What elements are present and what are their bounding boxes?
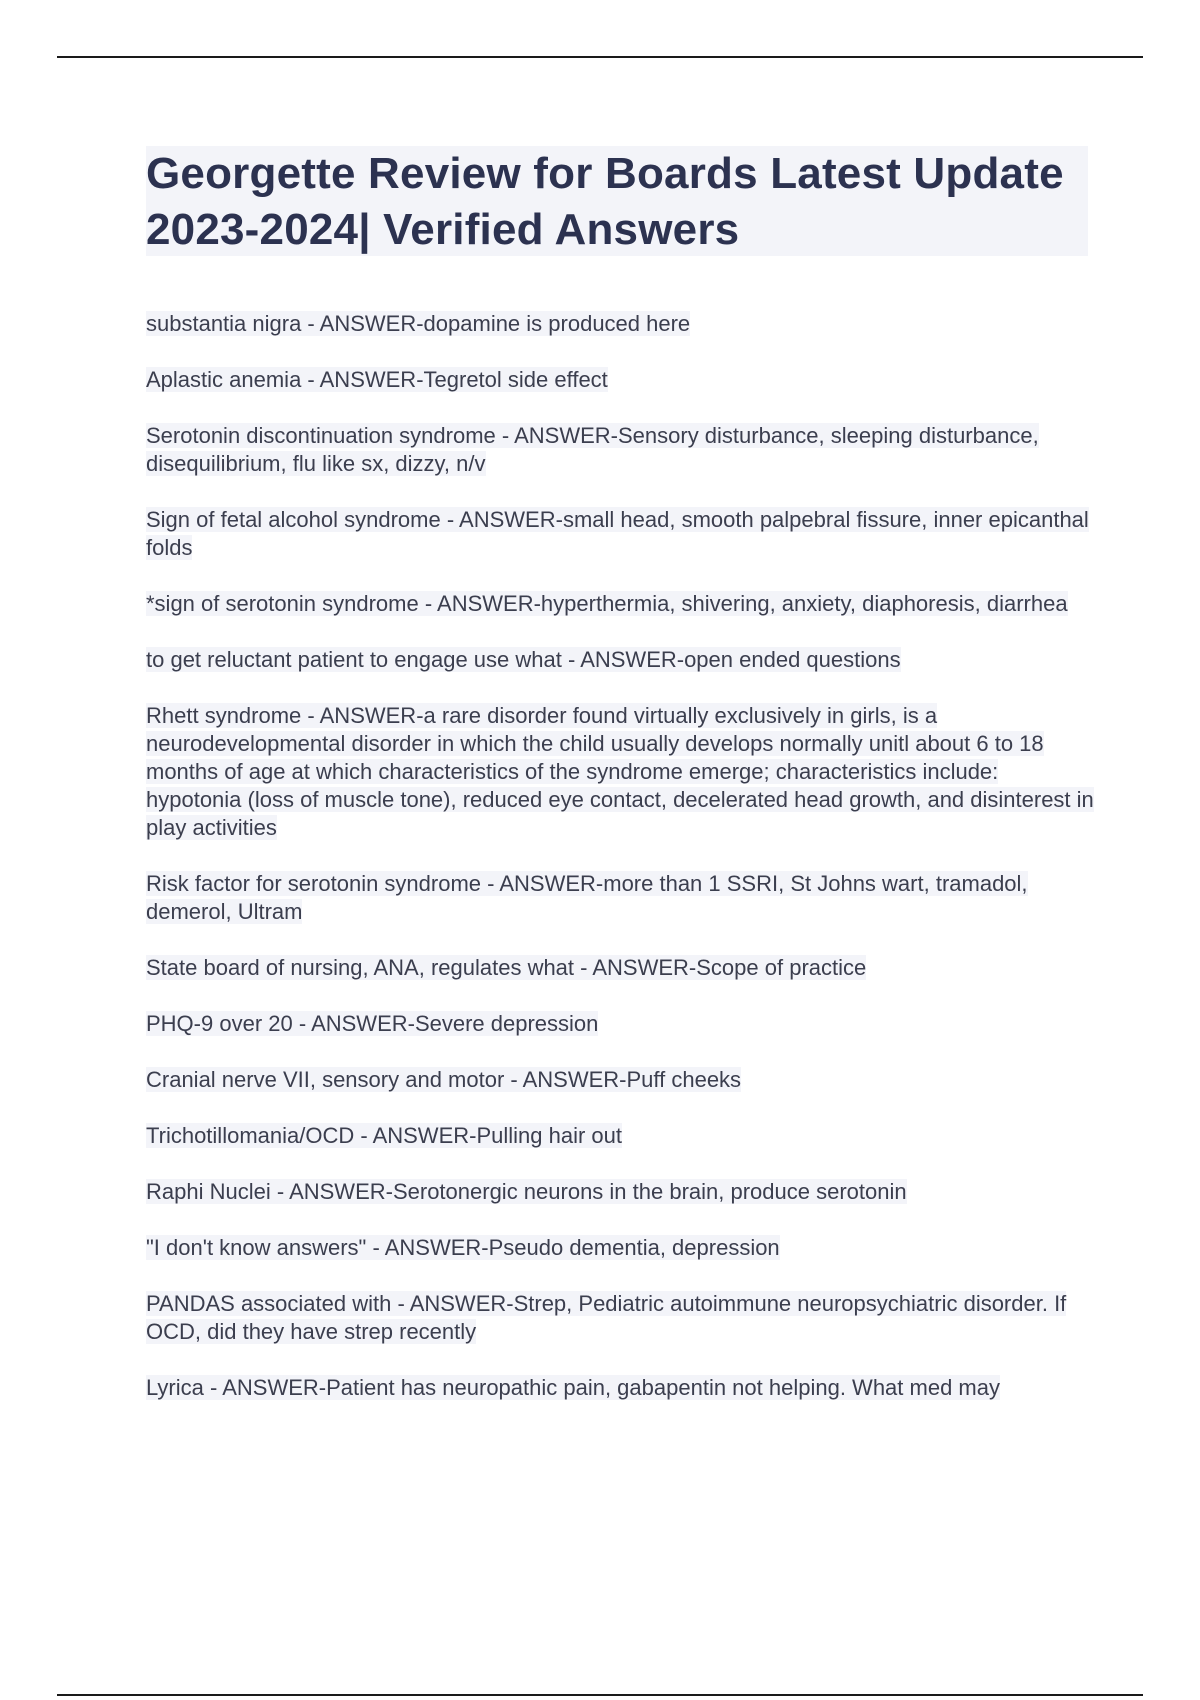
qa-item xyxy=(146,422,1096,478)
qa-text: to get reluctant patient to engage use what - ANSWER-open ended questions xyxy=(146,647,901,672)
page-title: Georgette Review for Boards Latest Update 2023-2024| Verified Answers xyxy=(146,149,1064,254)
qa-text: Trichotillomania/OCD - ANSWER-Pulling hair out xyxy=(146,1123,622,1148)
footer-rule xyxy=(57,1694,1143,1696)
qa-text: PHQ-9 over 20 - ANSWER-Severe depression xyxy=(146,1011,599,1036)
qa-item xyxy=(146,702,1096,842)
qa-item xyxy=(146,954,1096,982)
qa-list xyxy=(146,310,1096,1430)
header-rule xyxy=(57,56,1143,58)
qa-item xyxy=(146,366,1096,394)
qa-item xyxy=(146,1178,1096,1206)
qa-text: Risk factor for serotonin syndrome - ANSWER-more than 1 SSRI, St Johns wart, tramadol, demerol, Ultram xyxy=(146,871,1028,924)
qa-item xyxy=(146,310,1096,338)
qa-item xyxy=(146,646,1096,674)
qa-item xyxy=(146,1122,1096,1150)
qa-text: Sign of fetal alcohol syndrome - ANSWER-small head, smooth palpebral fissure, inner epicanthal folds xyxy=(146,507,1089,560)
qa-item xyxy=(146,1234,1096,1262)
qa-item xyxy=(146,506,1096,562)
qa-text: Raphi Nuclei - ANSWER-Serotonergic neurons in the brain, produce serotonin xyxy=(146,1179,907,1204)
qa-text: Cranial nerve VII, sensory and motor - ANSWER-Puff cheeks xyxy=(146,1067,742,1092)
qa-item xyxy=(146,870,1096,926)
qa-text: Aplastic anemia - ANSWER-Tegretol side effect xyxy=(146,367,608,392)
qa-item xyxy=(146,1010,1096,1038)
qa-text: Serotonin discontinuation syndrome - ANSWER-Sensory disturbance, sleeping disturbance, disequilibrium, flu like sx, dizzy, n/v xyxy=(146,423,1039,476)
qa-text: PANDAS associated with - ANSWER-Strep, Pediatric autoimmune neuropsychiatric disorder. If OCD, did they have strep recently xyxy=(146,1291,1067,1344)
qa-item xyxy=(146,1374,1096,1402)
qa-text: State board of nursing, ANA, regulates what - ANSWER-Scope of practice xyxy=(146,955,867,980)
qa-item xyxy=(146,1290,1096,1346)
qa-text: Rhett syndrome - ANSWER-a rare disorder found virtually exclusively in girls, is a neurodevelopmental disorder in which the child usually develops normally unitl about 6 to 18 months of age at which characteristics of the syndrome emerge; characteristics include: hypotonia (loss of muscle tone), reduced eye contact, decelerated head growth, and disinterest in play activities xyxy=(146,703,1094,840)
qa-item xyxy=(146,1066,1096,1094)
qa-item xyxy=(146,590,1096,618)
qa-text: *sign of serotonin syndrome - ANSWER-hyperthermia, shivering, anxiety, diaphoresis, diarrhea xyxy=(146,591,1068,616)
title-block xyxy=(146,146,1088,256)
qa-text: "I don't know answers" - ANSWER-Pseudo dementia, depression xyxy=(146,1235,780,1260)
qa-text: Lyrica - ANSWER-Patient has neuropathic pain, gabapentin not helping. What med may xyxy=(146,1375,1000,1400)
qa-text: substantia nigra - ANSWER-dopamine is produced here xyxy=(146,311,691,336)
